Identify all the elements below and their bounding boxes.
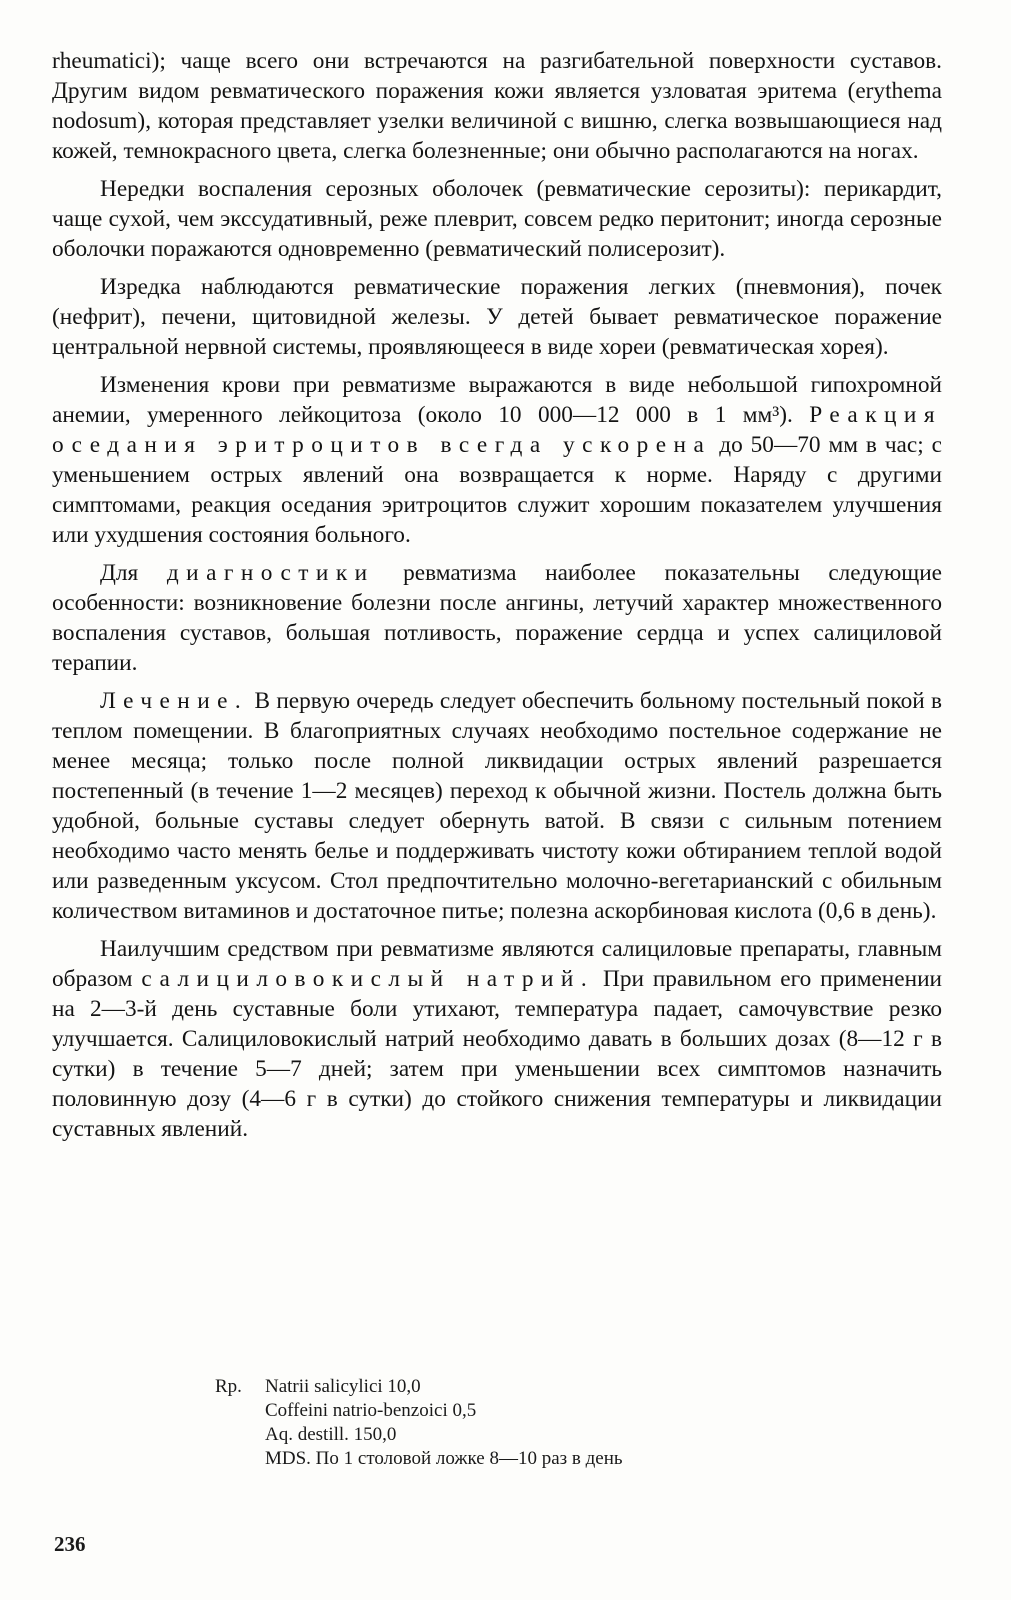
prescription-row-4 [215,1447,623,1471]
prescription-line: Aq. destill. 150,0 [265,1424,397,1445]
paragraph-4 [52,370,942,550]
paragraph-4-text-a: Изменения крови при ревматизме выражаются в виде небольшой гипохромной анемии, умеренного лейкоцитоза (около 10 000—12 000 в 1 мм³). [52,372,942,428]
paragraph-7-text-b: При правильном его применении на 2—3-й день суставные боли утихают, температура падает, самочувствие резко улучшается. Салициловокислый натрий необходимо давать в больших дозах (8—12 г в сутки) в течение 5—7 дней; затем при уменьшении всех симптомов назначить половинную дозу (4—6 г в сутки) до стойкого снижения температуры и ликвидации суставных явлений. [52,966,942,1142]
paragraph-6-text: В первую очередь следует обеспечить больному постельный покой в теплом помещении. В благоприятных случаях необходимо постельное содержание не менее месяца; только после полной ликвидации острых явлений разрешается постепенный (в течение 1—2 месяцев) переход к обычной жизни. Постель должна быть удобной, больные суставы следует обернуть ватой. В связи с сильным потением необходимо часто менять белье и поддерживать чистоту кожи обтиранием теплой водой или разведенным уксусом. Стол предпочтительно молочно-вегетарианский с обильным количеством витаминов и достаточное питье; полезна аскорбиновая кислота (0,6 в день). [52,688,942,924]
paragraph-5-spaced-emphasis: диагностики [166,560,375,586]
paragraph-2 [52,174,942,264]
paragraph-1-text: rheumatici); чаще всего они встречаются на разгибательной поверхности суставов. Другим видом ревматического поражения кожи является узловатая эритема (erythema nodosum), которая представляет узелки величиной с вишню, слегка возвышающиеся над кожей, темнокрасного цвета, слегка болезненные; они обычно располагаются на ногах. [52,48,942,164]
paragraph-5-text-a: Для [100,560,167,586]
prescription-line: Natrii salicylici 10,0 [265,1376,421,1397]
prescription-indent [215,1399,265,1423]
paragraph-4-spaced-emphasis: Реакция оседания эритроцитов всегда ускорена [52,402,942,458]
paragraph-7 [52,934,942,1144]
page-number: 236 [54,1532,86,1556]
paragraph-6 [52,686,942,926]
prescription-line: Coffeini natrio-benzoici 0,5 [265,1400,477,1421]
prescription-indent [215,1423,265,1447]
prescription-indent [215,1447,265,1471]
paragraph-1 [52,46,942,166]
paragraph-2-text: Нередки воспаления серозных оболочек (ревматические серозиты): перикардит, чаще сухой, чем экссудативный, реже плеврит, совсем редко перитонит; иногда серозные оболочки поражаются одновременно (ревматический полисерозит). [52,176,942,262]
prescription-row-2 [215,1399,623,1423]
paragraph-7-spaced-emphasis: салициловокислый натрий. [141,966,595,992]
paragraph-4-text-b: до 50—70 мм в час; с уменьшением острых явлений она возвращается к норме. Наряду с другими симптомами, реакция оседания эритроцитов служит хорошим показателем улучшения или ухудшения состояния больного. [52,432,942,548]
prescription-row-3 [215,1423,623,1447]
section-heading-treatment: Лечение. [100,688,249,714]
paragraph-5-text-b: ревматизма наиболее показательны следующие особенности: возникновение болезни после ангины, летучий характер множественного воспаления суставов, большая потливость, поражение сердца и успех салициловой терапии. [52,560,942,676]
paragraph-5 [52,558,942,678]
paragraph-3 [52,272,942,362]
prescription-line: MDS. По 1 столовой ложке 8—10 раз в день [265,1448,623,1469]
prescription-prefix: Rp. [215,1376,242,1397]
prescription-block [215,1375,623,1471]
paragraph-7-text-a: Наилучшим средством при ревматизме являются салициловые препараты, главным образом [52,936,942,992]
page-body [52,46,942,1152]
prescription-row-1 [215,1375,623,1399]
paragraph-3-text: Изредка наблюдаются ревматические поражения легких (пневмония), почек (нефрит), печени, щитовидной железы. У детей бывает ревматическое поражение центральной нервной системы, проявляющееся в виде хореи (ревматическая хорея). [52,274,942,360]
